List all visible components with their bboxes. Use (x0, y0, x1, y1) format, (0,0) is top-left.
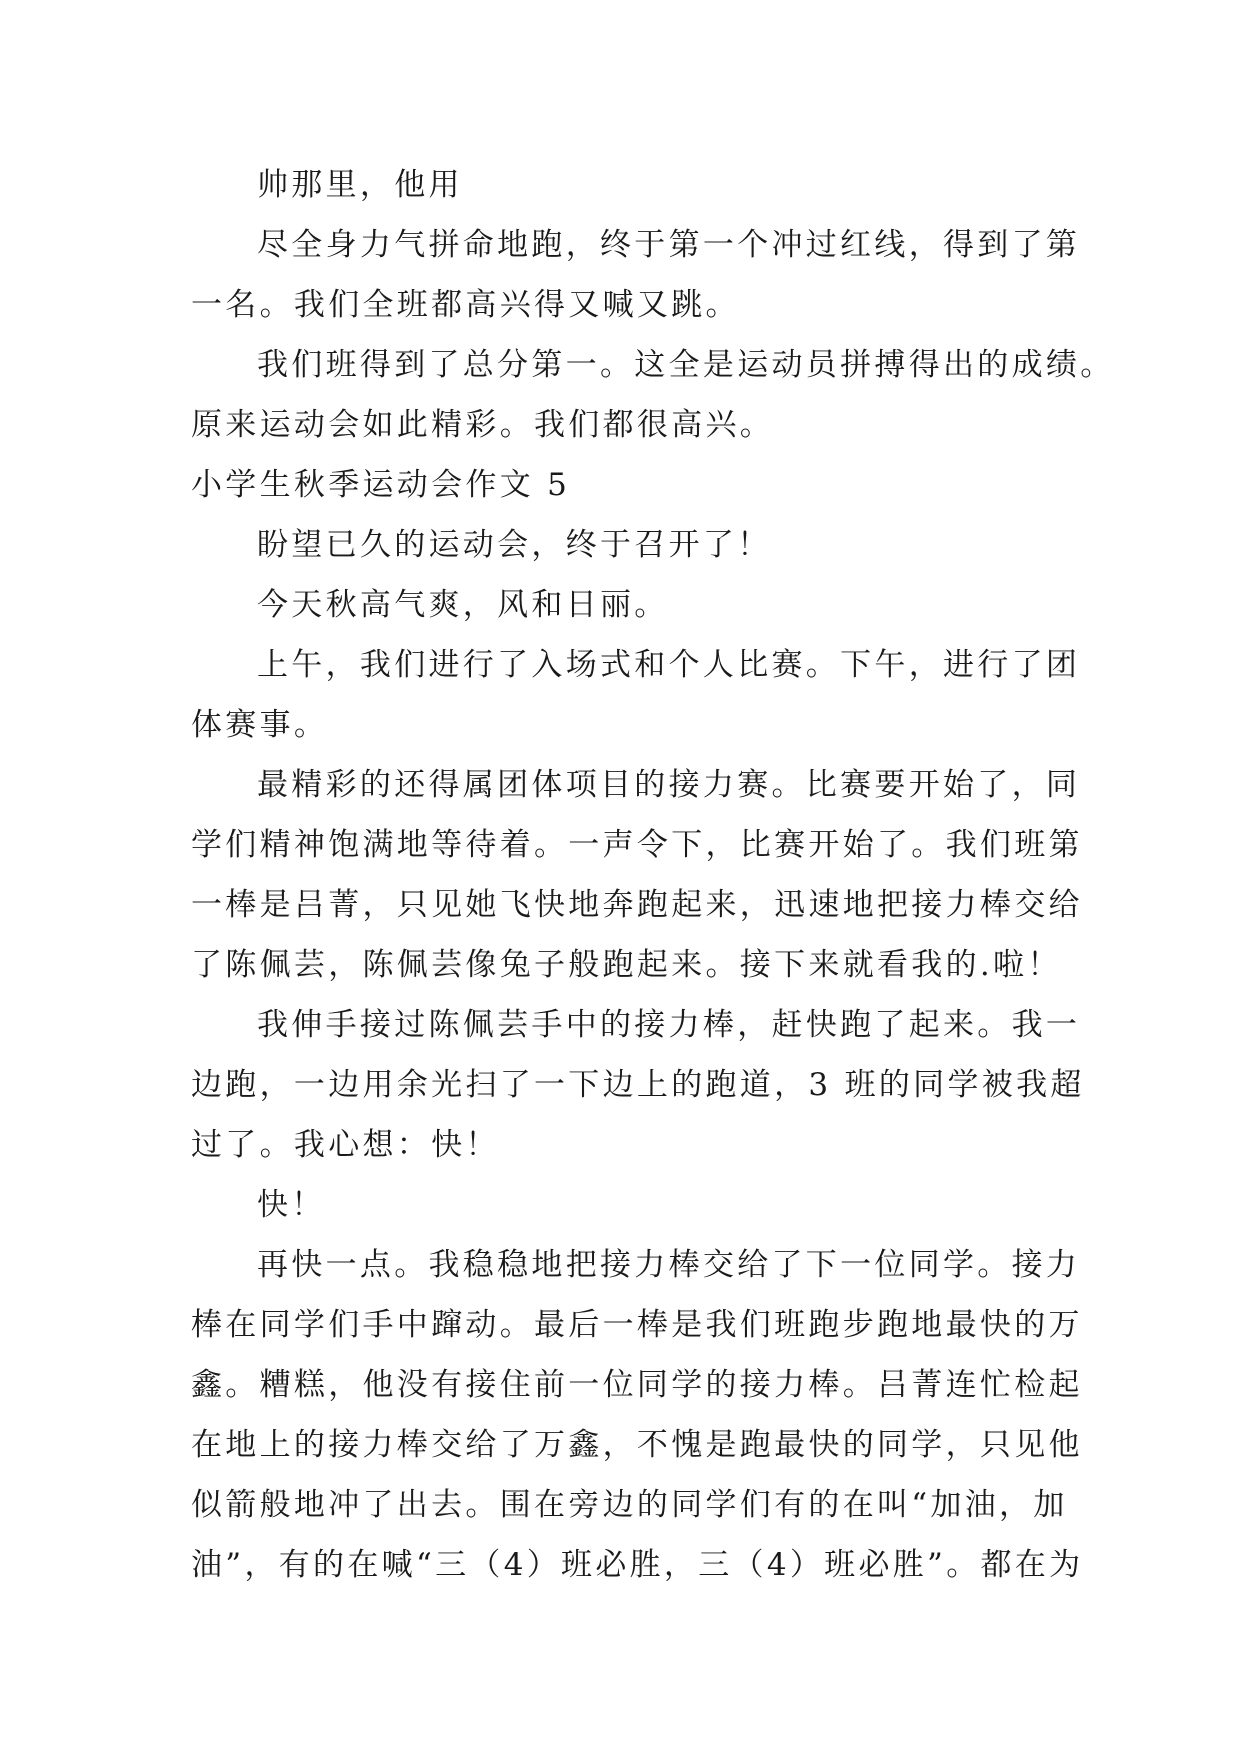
text-line: 尽全身力气拼命地跑，终于第一个冲过红线，得到了第 (257, 227, 1081, 263)
text-line: 了陈佩芸，陈佩芸像兔子般跑起来。接下来就看我的.啦！ (191, 947, 1062, 983)
text-line: 一棒是吕菁，只见她飞快地奔跑起来，迅速地把接力棒交给 (191, 887, 1083, 923)
text-line: 油”，有的在喊“三（4）班必胜，三（4）班必胜”。都在为 (191, 1547, 1084, 1583)
text-line: 鑫。糟糕，他没有接住前一位同学的接力棒。吕菁连忙检起 (191, 1367, 1083, 1403)
text-line: 快！ (257, 1187, 326, 1223)
text-line: 学们精神饱满地等待着。一声令下，比赛开始了。我们班第 (191, 827, 1083, 863)
text-line: 在地上的接力棒交给了万鑫，不愧是跑最快的同学，只见他 (191, 1427, 1083, 1463)
essay-text (191, 155, 1115, 1595)
text-line: 我伸手接过陈佩芸手中的接力棒，赶快跑了起来。我一 (257, 1007, 1081, 1043)
text-line: 今天秋高气爽，风和日丽。 (257, 587, 669, 623)
text-line: 再快一点。我稳稳地把接力棒交给了下一位同学。接力 (257, 1247, 1081, 1283)
section-heading: 小学生秋季运动会作文 5 (191, 467, 571, 503)
text-line: 最精彩的还得属团体项目的接力赛。比赛要开始了，同 (257, 767, 1081, 803)
text-line: 一名。我们全班都高兴得又喊又跳。 (191, 287, 740, 323)
text-line: 边跑，一边用余光扫了一下边上的跑道，3 班的同学被我超 (191, 1067, 1085, 1103)
text-line: 体赛事。 (191, 707, 329, 743)
text-line: 原来运动会如此精彩。我们都很高兴。 (191, 407, 775, 443)
text-line: 盼望已久的运动会，终于召开了！ (257, 527, 772, 563)
text-line: 似箭般地冲了出去。围在旁边的同学们有的在叫“加油，加 (191, 1487, 1068, 1523)
text-line: 棒在同学们手中蹿动。最后一棒是我们班跑步跑地最快的万 (191, 1307, 1083, 1343)
text-line: 我们班得到了总分第一。这全是运动员拼搏得出的成绩。 (257, 347, 1115, 383)
text-line: 过了。我心想：快！ (191, 1127, 500, 1163)
text-line: 上午，我们进行了入场式和个人比赛。下午，进行了团 (257, 647, 1081, 683)
text-line: 帅那里，他用 (257, 167, 463, 203)
